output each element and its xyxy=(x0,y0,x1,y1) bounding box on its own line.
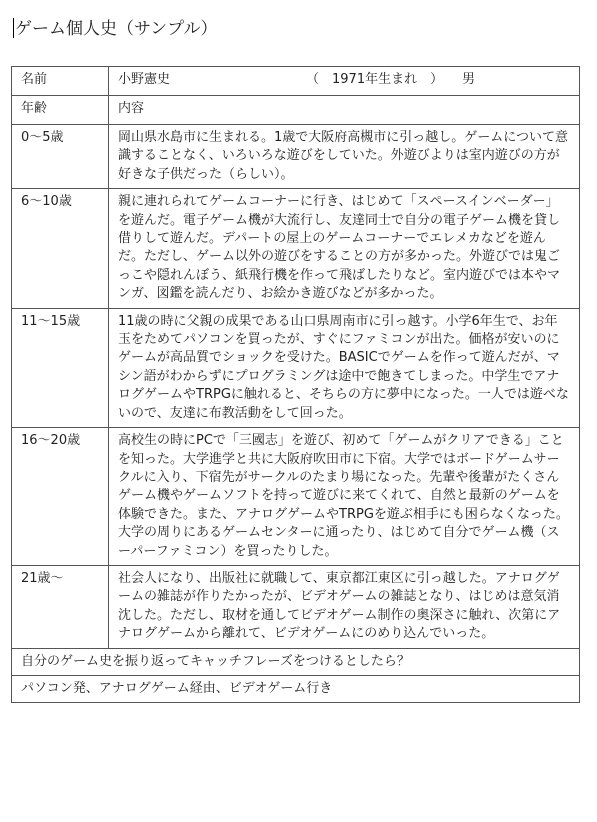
history-row xyxy=(12,189,580,308)
name-label: 名前 xyxy=(12,67,109,96)
age-cell: 16〜20歳 xyxy=(12,428,109,566)
age-header: 年齢 xyxy=(12,96,109,125)
text-cursor xyxy=(13,18,14,38)
history-row xyxy=(12,428,580,566)
content-cell: 高校生の時にPCで「三國志」を遊び、初めて「ゲームがクリアできる」ことを知った。大学進学と共に大阪府吹田市に下宿。大学ではボードゲームサークルに入り、下宿先がサークルのたまり場になった。先輩や後輩がたくさんゲーム機やゲームソフトを持って遊びに来てくれて、自然と最新のゲームを体験できた。また、アナログゲームやTRPGを遊ぶ相手にも困らなくなった。大学の周りにあるゲームセンターに通ったり、はじめて自分でゲーム機（スーパーファミコン）を買ったりした。 xyxy=(109,428,580,566)
age-cell: 6〜10歳 xyxy=(12,189,109,308)
catchphrase-question: 自分のゲーム史を振り返ってキャッチフレーズをつけるとしたら？ xyxy=(12,648,580,675)
history-row xyxy=(12,125,580,189)
person-name: 小野憲史 xyxy=(118,72,171,87)
history-table xyxy=(11,66,580,703)
name-cell xyxy=(109,67,580,96)
document-title xyxy=(13,17,217,41)
answer-row xyxy=(12,675,580,702)
content-cell: 岡山県水島市に生まれる。1歳で大阪府高槻市に引っ越し。ゲームについて意識することなく、いろいろな遊びをしていた。外遊びよりは室内遊びの方が好きな子供だった（らしい）。 xyxy=(109,125,580,189)
content-header: 内容 xyxy=(109,96,580,125)
history-row xyxy=(12,308,580,427)
person-sex: 男 xyxy=(462,72,476,87)
age-cell: 0〜5歳 xyxy=(12,125,109,189)
header-row xyxy=(12,96,580,125)
question-row xyxy=(12,648,580,675)
catchphrase-answer: パソコン発、アナログゲーム経由、ビデオゲーム行き xyxy=(12,675,580,702)
age-cell: 11〜15歳 xyxy=(12,308,109,427)
content-cell: 11歳の時に父親の成果である山口県周南市に引っ越す。小学6年生で、お年玉をためてパソコンを買ったが、すぐにファミコンが出た。価格が安いのにゲームが高品質でショックを受けた。BASICでゲームを作って遊んだが、マシン語がわからずにプログラミングは途中で飽きてしまった。中学生でアナログゲームやTRPGに触れると、そちらの方に夢中になった。一人では遊べないので、友達に布教活動をして回った。 xyxy=(109,308,580,427)
birth-year: （ 1971年生まれ ） xyxy=(306,72,444,87)
content-cell: 親に連れられてゲームコーナーに行き、はじめて「スペースインベーダー」を遊んだ。電子ゲーム機が大流行し、友達同士で自分の電子ゲーム機を貸し借りして遊んだ。デパートの屋上のゲームコーナーでエレメカなどを遊んだ。ただし、ゲーム以外の遊びをすることの方が多かった。外遊びでは鬼ごっこや隠れんぼう、紙飛行機を作って飛ばしたりなど。室内遊びでは本やマンガ、図鑑を読んだり、お絵かき遊びなどが多かった。 xyxy=(109,189,580,308)
name-row xyxy=(12,67,580,96)
history-row xyxy=(12,565,580,648)
document-title-text: ゲーム個人史（サンプル） xyxy=(15,19,218,39)
age-cell: 21歳〜 xyxy=(12,565,109,648)
content-cell: 社会人になり、出版社に就職して、東京都江東区に引っ越した。アナログゲームの雑誌が作りたかったが、ビデオゲームの雑誌となり、はじめは意気消沈した。ただし、取材を通してビデオゲーム制作の奥深さに触れ、次第にアナログゲームから離れて、ビデオゲームにのめり込んでいった。 xyxy=(109,565,580,648)
